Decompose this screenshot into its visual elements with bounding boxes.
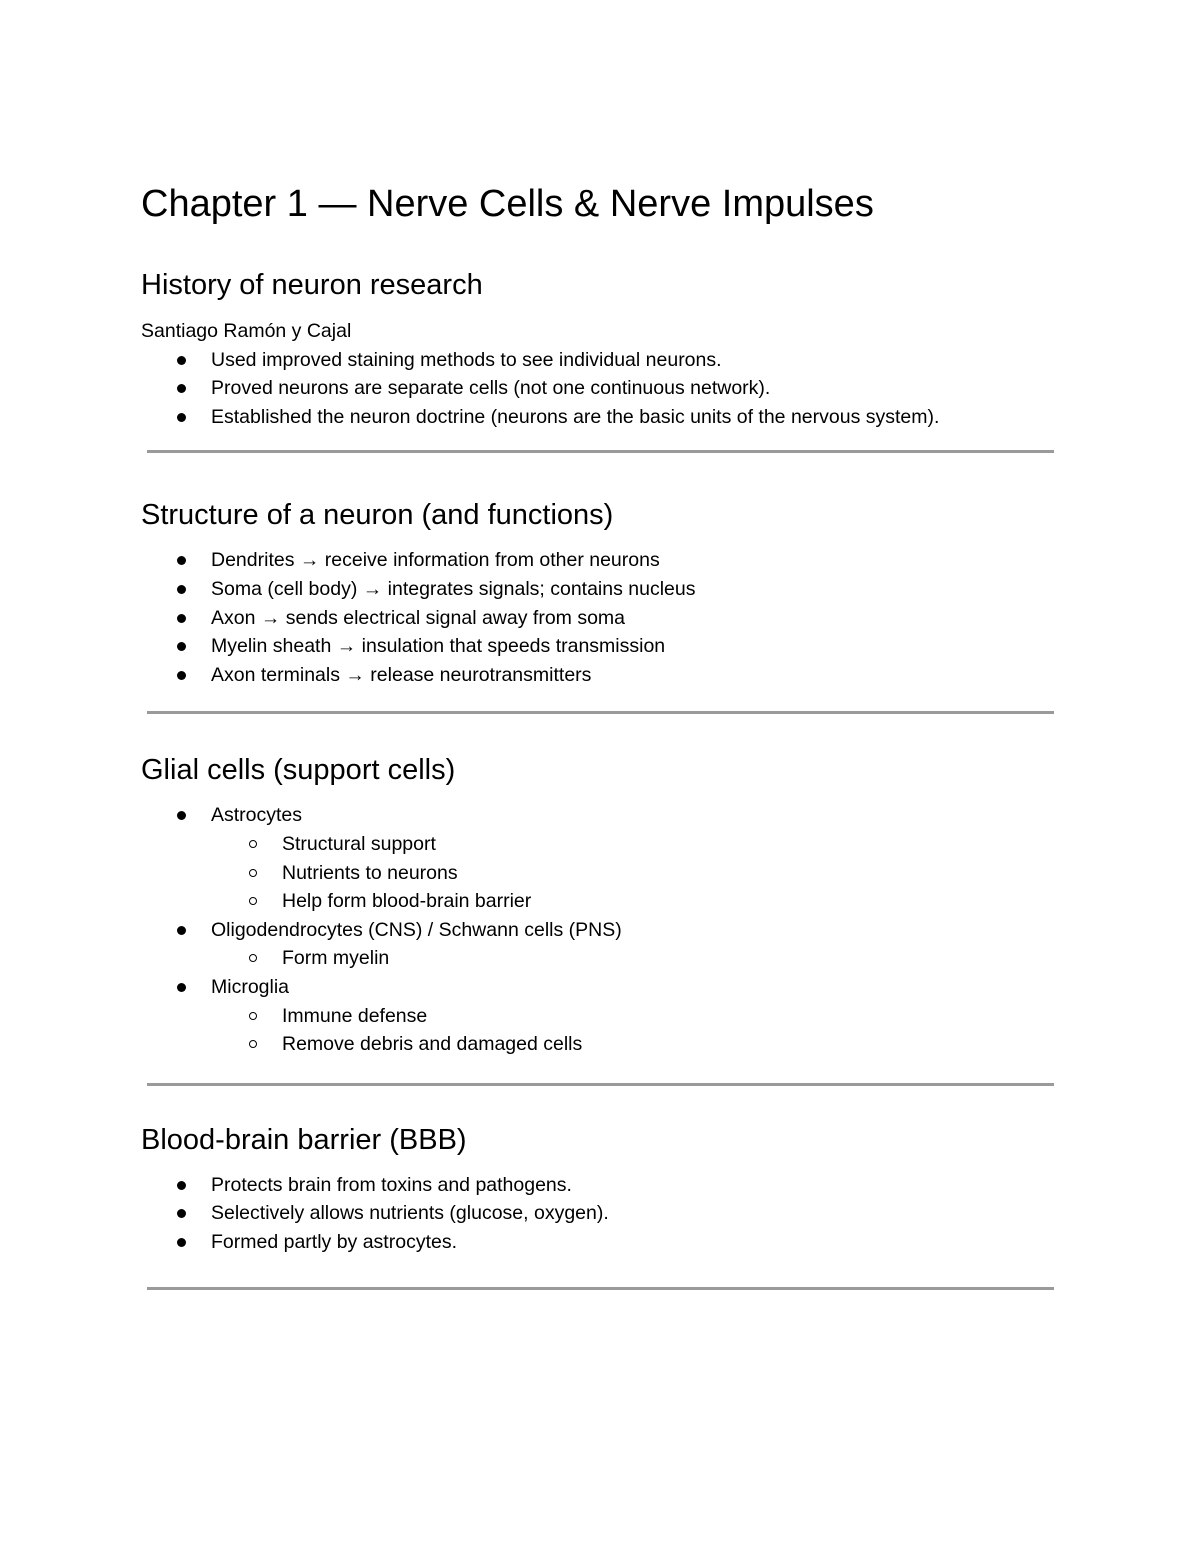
list-item-text: Used improved staining methods to see individual neurons. bbox=[211, 348, 722, 371]
list-item-text: Proved neurons are separate cells (not one continuous network). bbox=[211, 377, 771, 400]
section-glial-cells bbox=[141, 750, 1056, 1058]
bullet-icon bbox=[177, 811, 186, 820]
list-item bbox=[141, 374, 1056, 403]
list-item bbox=[141, 1199, 1056, 1228]
list-item bbox=[141, 1171, 1056, 1200]
list-item-text: Dendrites → receive information from other neurons bbox=[211, 549, 660, 572]
list-item bbox=[141, 632, 1056, 661]
hollow-bullet-icon bbox=[249, 1012, 257, 1020]
list-item bbox=[141, 661, 1056, 690]
section-heading: Structure of a neuron (and functions) bbox=[141, 499, 614, 532]
document-title: Chapter 1 — Nerve Cells & Nerve Impulses bbox=[141, 183, 874, 225]
list-item-text: Axon → sends electrical signal away from soma bbox=[211, 606, 626, 629]
bullet-list bbox=[141, 346, 1056, 432]
document-body bbox=[141, 178, 1056, 1256]
bullet-icon bbox=[177, 384, 186, 393]
list-item bbox=[141, 546, 1056, 575]
bullet-icon bbox=[177, 983, 186, 992]
list-item-text: Established the neuron doctrine (neurons are the basic units of the nervous system). bbox=[211, 405, 940, 428]
sub-list-item bbox=[141, 1030, 1056, 1059]
hollow-bullet-icon bbox=[249, 869, 257, 877]
bullet-icon bbox=[177, 642, 186, 651]
list-item-text: Oligodendrocytes (CNS) / Schwann cells (PNS) bbox=[211, 918, 622, 941]
bullet-icon bbox=[177, 1181, 186, 1190]
sub-list-item-text: Form myelin bbox=[282, 947, 390, 970]
list-item-text: Astrocytes bbox=[211, 804, 303, 827]
list-item bbox=[141, 403, 1056, 432]
list-item bbox=[141, 575, 1056, 604]
section-structure bbox=[141, 495, 1056, 689]
list-item bbox=[141, 1228, 1056, 1257]
bullet-icon bbox=[177, 926, 186, 935]
sub-list-item bbox=[141, 944, 1056, 973]
list-item bbox=[141, 973, 1056, 1002]
section-heading: Blood-brain barrier (BBB) bbox=[141, 1123, 467, 1156]
bullet-list bbox=[141, 1171, 1056, 1257]
list-item-text: Formed partly by astrocytes. bbox=[211, 1230, 457, 1253]
sub-list-item-text: Help form blood-brain barrier bbox=[282, 890, 532, 913]
list-item bbox=[141, 604, 1056, 633]
sub-list-item-text: Immune defense bbox=[282, 1004, 428, 1027]
list-item-text: Microglia bbox=[211, 975, 290, 998]
section-heading: Glial cells (support cells) bbox=[141, 754, 456, 787]
hollow-bullet-icon bbox=[249, 897, 257, 905]
list-item-text: Protects brain from toxins and pathogens. bbox=[211, 1173, 572, 1196]
list-item bbox=[141, 801, 1056, 830]
list-item bbox=[141, 916, 1056, 945]
hollow-bullet-icon bbox=[249, 954, 257, 962]
hollow-bullet-icon bbox=[249, 840, 257, 848]
section-divider bbox=[147, 1287, 1054, 1290]
sub-list-item-text: Structural support bbox=[282, 832, 436, 855]
sub-list-item bbox=[141, 830, 1056, 859]
list-item bbox=[141, 346, 1056, 375]
sub-list-item-text: Remove debris and damaged cells bbox=[282, 1033, 583, 1056]
hollow-bullet-icon bbox=[249, 1040, 257, 1048]
list-item-text: Selectively allows nutrients (glucose, oxygen). bbox=[211, 1202, 609, 1225]
bullet-icon bbox=[177, 556, 186, 565]
sub-list-item-text: Nutrients to neurons bbox=[282, 861, 458, 884]
section-intro: Santiago Ramón y Cajal bbox=[141, 320, 352, 342]
section-history bbox=[141, 265, 1056, 431]
bullet-icon bbox=[177, 614, 186, 623]
list-item-text: Soma (cell body) → integrates signals; contains nucleus bbox=[211, 577, 696, 600]
bullet-icon bbox=[177, 671, 186, 680]
section-bbb bbox=[141, 1120, 1056, 1257]
sub-list-item bbox=[141, 859, 1056, 888]
bullet-icon bbox=[177, 356, 186, 365]
bullet-list bbox=[141, 546, 1056, 689]
bullet-icon bbox=[177, 1209, 186, 1218]
sub-list-item bbox=[141, 1002, 1056, 1031]
list-item-text: Myelin sheath → insulation that speeds transmission bbox=[211, 635, 666, 658]
sub-list-item bbox=[141, 887, 1056, 916]
bullet-icon bbox=[177, 585, 186, 594]
list-item-text: Axon terminals → release neurotransmitters bbox=[211, 663, 592, 686]
section-heading: History of neuron research bbox=[141, 269, 483, 301]
bullet-icon bbox=[177, 413, 186, 422]
bullet-list bbox=[141, 801, 1056, 1058]
bullet-icon bbox=[177, 1238, 186, 1247]
